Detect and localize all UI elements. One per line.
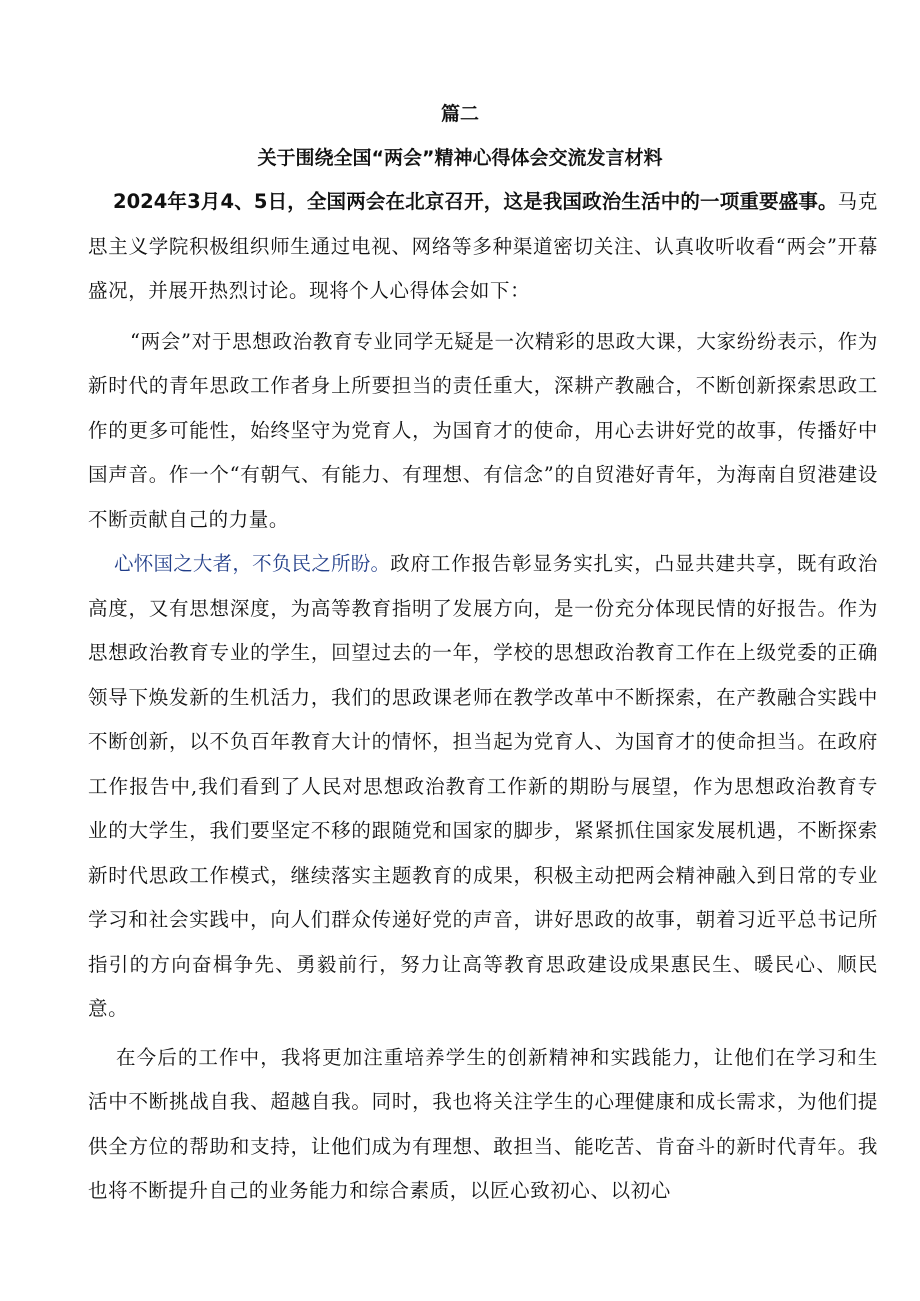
paragraph-1: [88, 180, 878, 314]
paragraph-2: [88, 320, 878, 543]
paragraph-4: [88, 1036, 878, 1214]
paragraph-1-lead: 2024年3月4、5日，全国两会在北京召开，这是我国政治生活中的一项重要盛事。: [113, 190, 838, 213]
document-title: 关于围绕全国“两会”精神心得体会交流发言材料: [257, 147, 663, 169]
paragraph-1-text: 马克思主义学院积极组织师生通过电视、网络等多种渠道密切关注、认真收听收看“两会”开幕盛况，并展开热烈讨论。现将个人心得体会如下：: [88, 190, 878, 302]
paragraph-4-text: 在今后的工作中，我将更加注重培养学生的创新精神和实践能力，让他们在学习和生活中不断挑战自我、超越自我。同时，我也将关注学生的心理健康和成长需求，为他们提供全方位的帮助和支持，让他们成为有理想、敢担当、能吃苦、肯奋斗的新时代青年。我也将不断提升自己的业务能力和综合素质，以匠心致初心、以初心: [88, 1045, 878, 1202]
paragraph-3-highlight: 心怀国之大者，不负民之所盼。: [114, 552, 391, 575]
paragraph-3-text: 政府工作报告彰显务实扎实，凸显共建共享，既有政治高度，又有思想深度，为高等教育指明了发展方向，是一份充分体现民情的好报告。作为思想政治教育专业的学生，回望过去的一年，学校的思想政治教育工作在上级党委的正确领导下焕发新的生机活力，我们的思政课老师在教学改革中不断探索，在产教融合实践中不断创新，以不负百年教育大计的情怀，担当起为党育人、为国育才的使命担当。在政府工作报告中,我们看到了人民对思想政治教育工作新的期盼与展望，作为思想政治教育专业的大学生，我们要坚定不移的跟随党和国家的脚步，紧紧抓住国家发展机遇，不断探索新时代思政工作模式，继续落实主题教育的成果，积极主动把两会精神融入到日常的专业学习和社会实践中，向人们群众传递好党的声音，讲好思政的故事，朝着习近平总书记所指引的方向奋楫争先、勇毅前行，努力让高等教育思政建设成果惠民生、暖民心、顺民意。: [88, 552, 878, 1020]
section-label: 篇二: [440, 103, 479, 125]
paragraph-3: [88, 542, 878, 1032]
paragraph-2-text: “两会”对于思想政治教育专业同学无疑是一次精彩的思政大课，大家纷纷表示，作为新时代的青年思政工作者身上所要担当的责任重大，深耕产教融合，不断创新探索思政工作的更多可能性，始终坚守为党育人，为国育才的使命，用心去讲好党的故事，传播好中国声音。作一个“有朝气、有能力、有理想、有信念”的自贸港好青年，为海南自贸港建设不断贡献自己的力量。: [88, 329, 878, 531]
document-body: [88, 180, 878, 1214]
